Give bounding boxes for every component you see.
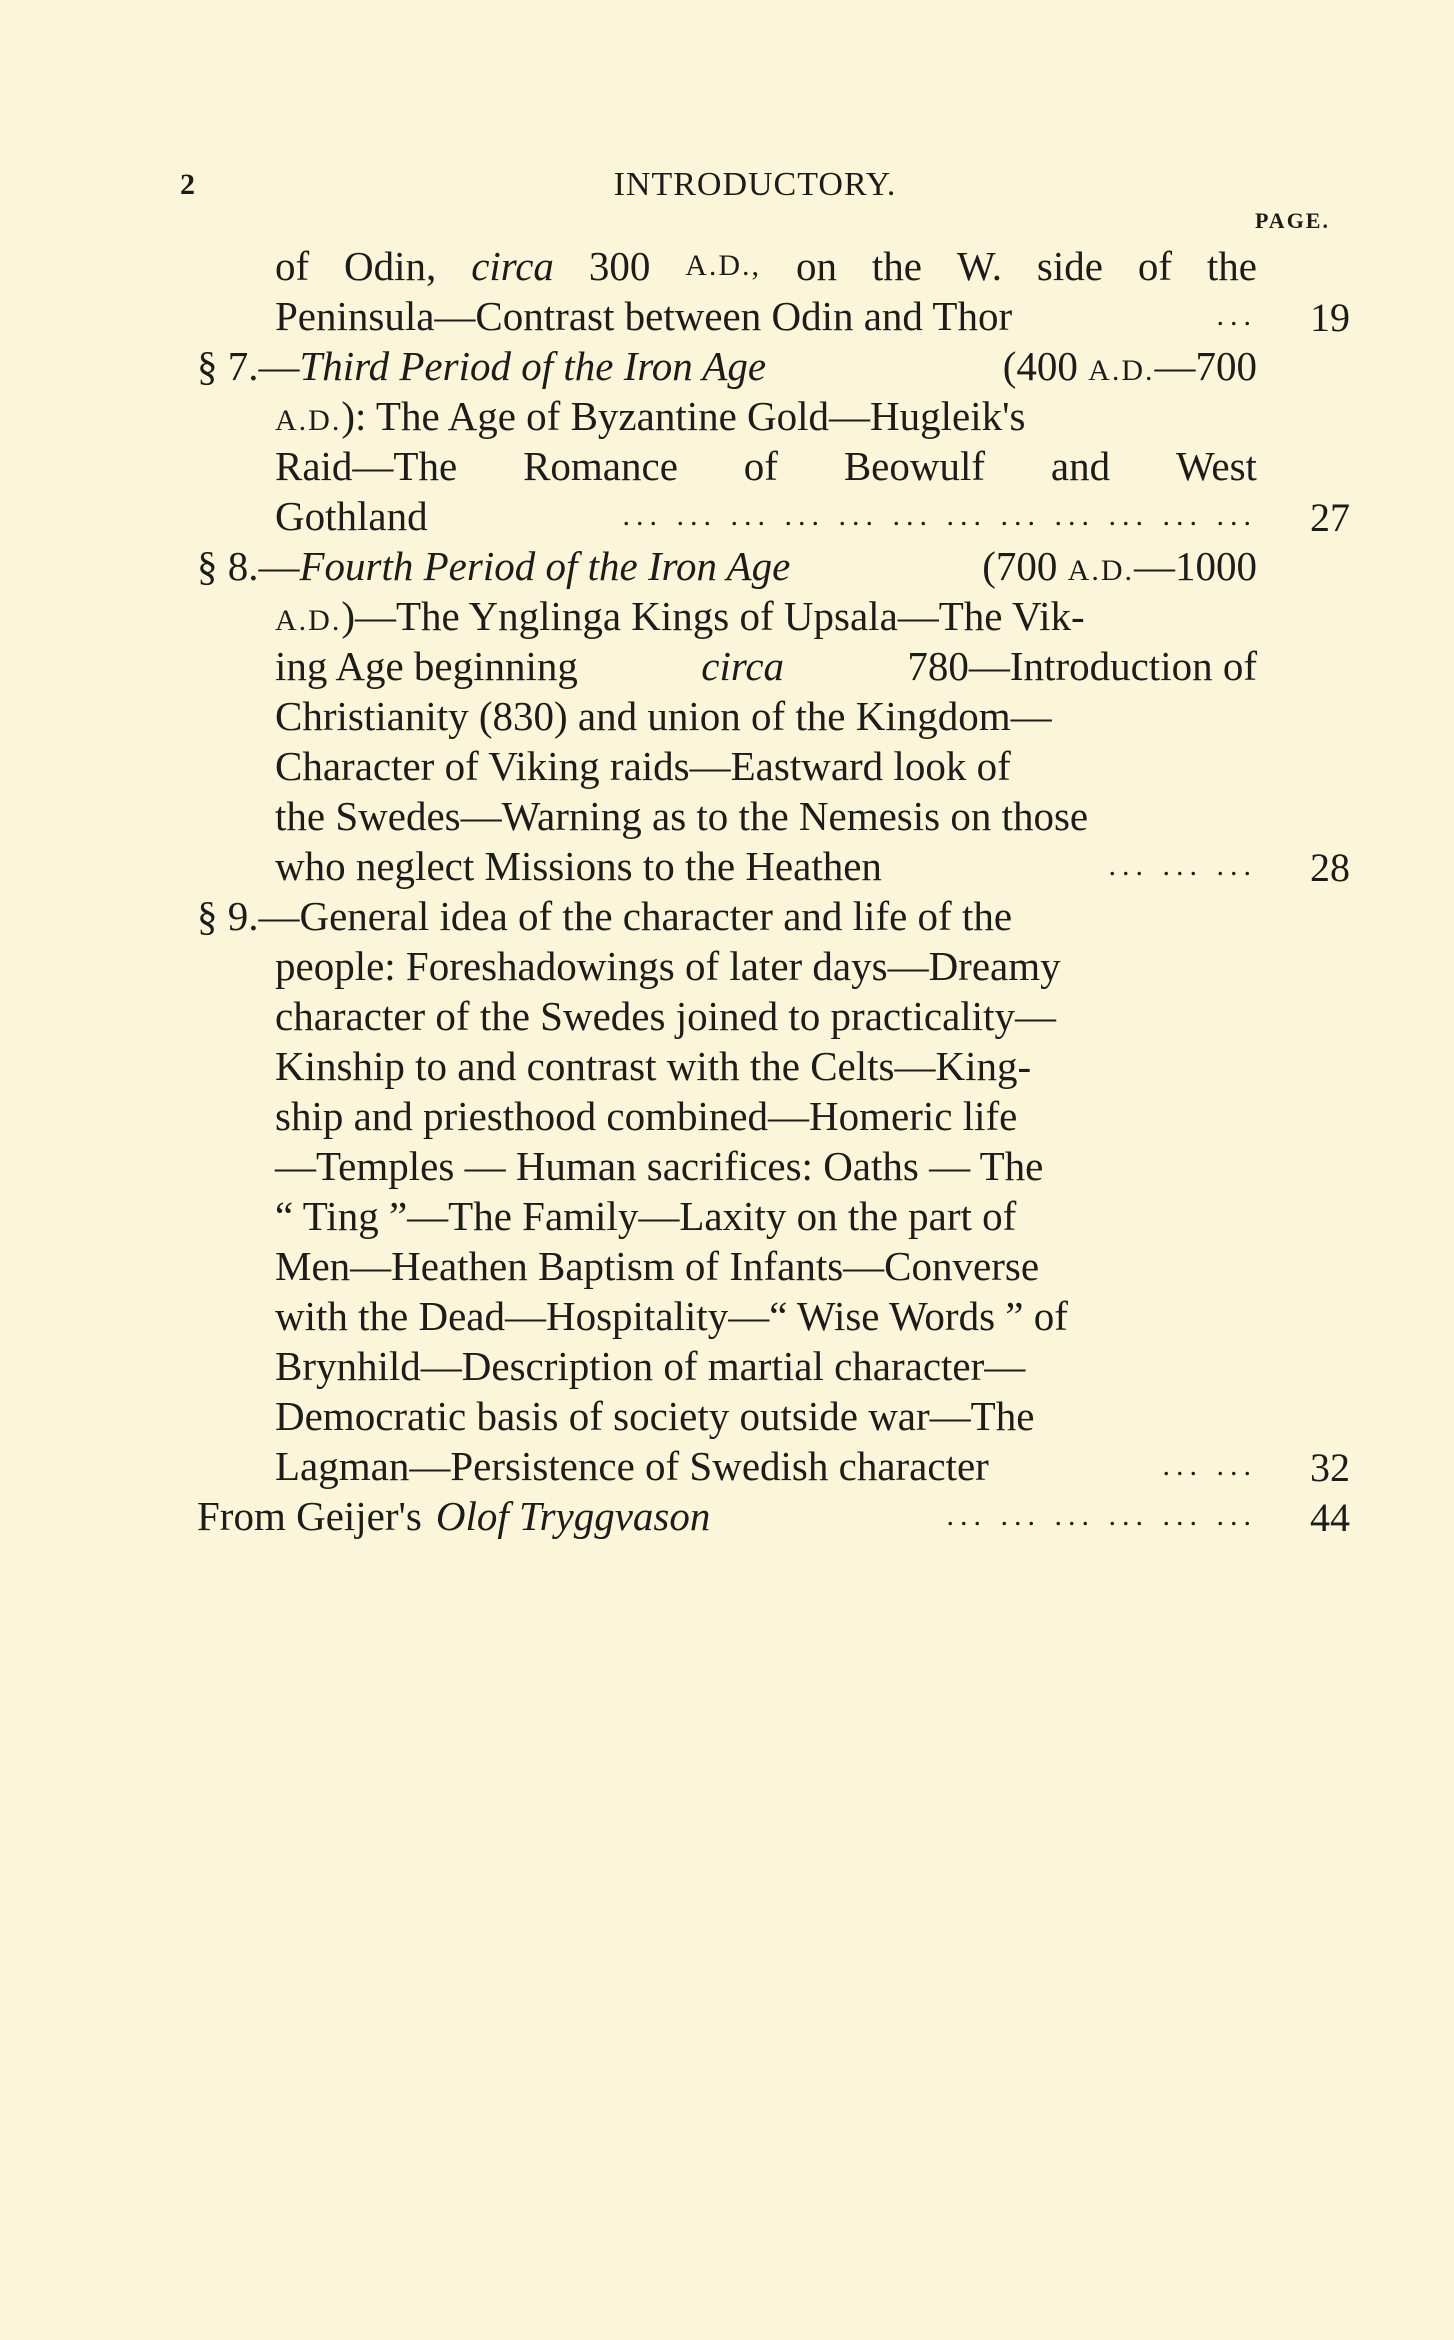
page-ref: 27 <box>1310 495 1350 540</box>
entry-text: )—The Ynglinga Kings of Upsala—The Vik- <box>341 593 1085 639</box>
word: Raid—The <box>275 443 458 489</box>
word: of <box>743 443 778 489</box>
entry-line: Men—Heathen Baptism of Infants—Converse <box>275 1243 1040 1289</box>
entry-line: the Swedes—Warning as to the Nemesis on those <box>275 793 1089 839</box>
word: of <box>1137 243 1172 289</box>
entry-line <box>197 341 1257 391</box>
word: —1000 <box>1134 543 1257 589</box>
italic-word: circa <box>701 643 785 689</box>
word: the <box>871 243 922 289</box>
word: Romance <box>523 443 678 489</box>
entry-line: “ Ting ”—The Family—Laxity on the part of <box>275 1193 1017 1239</box>
small-caps-word: A.D. <box>275 404 342 437</box>
dot-leader: ... ... <box>1162 1449 1257 1482</box>
entry-line <box>275 641 1257 691</box>
word: Beowulf <box>843 443 986 489</box>
entry-text: Peninsula—Contrast between Odin and Thor <box>275 293 1013 339</box>
word: and <box>1050 443 1111 489</box>
entry-line <box>275 1441 1257 1491</box>
word: West <box>1175 443 1257 489</box>
entry-line: Kinship to and contrast with the Celts—King- <box>275 1043 1032 1089</box>
entry-text: 780—Introduction of <box>907 643 1257 689</box>
entry-line <box>275 391 1257 441</box>
entry-line <box>275 441 1257 491</box>
entry-text: ): The Age of Byzantine Gold—Hugleik's <box>341 393 1026 439</box>
entry-line <box>275 841 1257 891</box>
page-ref: 19 <box>1310 295 1350 340</box>
dot-leader: ... ... ... ... ... ... ... ... ... ... ... ... <box>622 499 1257 532</box>
page-ref: 32 <box>1310 1445 1350 1490</box>
entry-line: with the Dead—Hospitality—“ Wise Words ” of <box>275 1293 1068 1339</box>
entry-line <box>275 591 1257 641</box>
entry-text: From Geijer's <box>197 1493 422 1539</box>
entry-line <box>197 541 1257 591</box>
small-caps-word: A.D., <box>685 249 762 282</box>
entry-line: Brynhild—Description of martial character— <box>275 1343 1026 1389</box>
section-mark: § 7.— <box>197 343 300 389</box>
entry-line: Democratic basis of society outside war—The <box>275 1393 1035 1439</box>
entry-line: § 9.—General idea of the character and life of the <box>197 893 1013 939</box>
entry-line: people: Foreshadowings of later days—Dreamy <box>275 943 1061 989</box>
page-ref: 44 <box>1310 1495 1350 1540</box>
entry-text: who neglect Missions to the Heathen <box>275 843 882 889</box>
entry-line: ship and priesthood combined—Homeric life <box>275 1093 1018 1139</box>
word: on <box>795 243 837 289</box>
entry-text: ing Age beginning <box>275 643 578 689</box>
word: of <box>275 243 310 289</box>
word: side <box>1036 243 1103 289</box>
entry-line <box>275 491 1257 541</box>
section-title: Third Period of the Iron Age <box>299 343 767 389</box>
word: (700 <box>982 543 1058 589</box>
italic-word: circa <box>471 243 554 289</box>
dot-leader: ... <box>1216 299 1257 332</box>
page-ref: 28 <box>1310 845 1350 890</box>
word: W. <box>956 243 1002 289</box>
word: Odin, <box>344 243 437 289</box>
entry-line: Christianity (830) and union of the Kingdom— <box>275 693 1052 739</box>
word: —700 <box>1154 343 1257 389</box>
entry-text: Gothland <box>275 493 428 539</box>
dot-leader: ... ... ... ... ... ... <box>946 1499 1257 1532</box>
word: the <box>1206 243 1257 289</box>
running-head: INTRODUCTORY. <box>613 166 897 203</box>
entry-line: Character of Viking raids—Eastward look of <box>275 743 1011 789</box>
italic-title: Olof Tryggvason <box>435 1493 711 1539</box>
entry-line <box>197 1491 1257 1541</box>
entry-line: —Temples — Human sacrifices: Oaths — The <box>275 1143 1044 1189</box>
entry-line <box>275 241 1257 291</box>
small-caps-word: A.D. <box>1088 354 1155 387</box>
entry-line: character of the Swedes joined to practicality— <box>275 993 1056 1039</box>
small-caps-word: A.D. <box>275 604 342 637</box>
small-caps-word: A.D. <box>1067 554 1134 587</box>
word: 300 <box>588 243 651 289</box>
dot-leader: ... ... ... <box>1108 849 1257 882</box>
page-column-label: PAGE. <box>1255 208 1330 233</box>
entry-line <box>275 291 1257 341</box>
section-title: Fourth Period of the Iron Age <box>299 543 791 589</box>
page-number: 2 <box>180 168 195 201</box>
entry-text: Lagman—Persistence of Swedish character <box>275 1443 989 1489</box>
section-mark: § 8.— <box>197 543 300 589</box>
word: (400 <box>1002 343 1078 389</box>
